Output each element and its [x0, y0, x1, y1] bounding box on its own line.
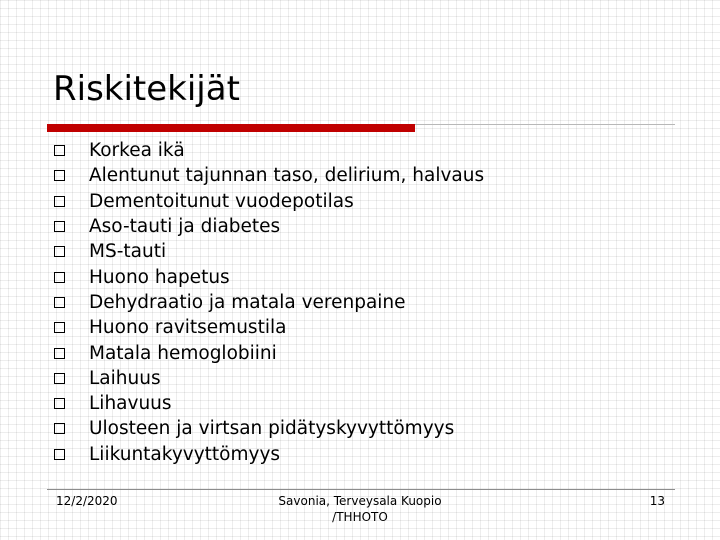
bullet-text: Liikuntakyvyttömyys: [89, 443, 281, 465]
bullet-text: Matala hemoglobiini: [89, 342, 277, 364]
bullet-item: [52, 163, 484, 188]
bullet-square-icon: [54, 170, 65, 181]
bullet-square-icon: [54, 272, 65, 283]
bullet-item: [52, 366, 484, 391]
bullet-square-icon: [54, 221, 65, 232]
bullet-text: Korkea ikä: [89, 140, 185, 162]
bullet-text: Ulosteen ja virtsan pidätyskyvyttömyys: [89, 418, 455, 440]
footer-source-line2: /THHOTO: [332, 509, 388, 524]
bullet-text: MS-tauti: [89, 241, 167, 263]
title-accent-bar: [47, 124, 415, 132]
bullet-item: [52, 189, 484, 214]
bullet-square-icon: [54, 297, 65, 308]
bullet-item: [52, 416, 484, 441]
bullet-item: [52, 239, 484, 264]
bullet-square-icon: [54, 196, 65, 207]
footer-source-line1: Savonia, Terveysala Kuopio: [278, 494, 442, 508]
bullet-square-icon: [54, 423, 65, 434]
bullet-square-icon: [54, 449, 65, 460]
title-rule-line: [415, 124, 675, 125]
bullet-text: Dementoitunut vuodepotilas: [89, 190, 354, 212]
bullet-text: Alentunut tajunnan taso, delirium, halvaus: [89, 165, 485, 187]
bullet-item: [52, 340, 484, 365]
bullet-item: [52, 138, 484, 163]
bullet-item: [52, 442, 484, 467]
footer-divider: [47, 489, 675, 490]
bullet-text: Lihavuus: [89, 393, 172, 415]
bullet-text: Aso-tauti ja diabetes: [89, 216, 281, 238]
bullet-text: Huono ravitsemustila: [89, 317, 287, 339]
bullet-square-icon: [54, 246, 65, 257]
bullet-item: [52, 214, 484, 239]
page-number: 13: [649, 494, 665, 508]
bullet-item: [52, 315, 484, 340]
bullet-text: Laihuus: [89, 367, 161, 389]
bullet-item: [52, 290, 484, 315]
bullet-item: [52, 264, 484, 289]
bullet-square-icon: [54, 373, 65, 384]
footer-source: [260, 494, 460, 525]
bullet-text: Huono hapetus: [89, 266, 230, 288]
bullet-text: Dehydraatio ja matala verenpaine: [89, 291, 406, 313]
bullet-square-icon: [54, 398, 65, 409]
footer-date: 12/2/2020: [56, 494, 118, 508]
slide-title: Riskitekijät: [53, 69, 240, 109]
bullet-square-icon: [54, 348, 65, 359]
bullet-square-icon: [54, 322, 65, 333]
bullet-item: [52, 391, 484, 416]
bullet-square-icon: [54, 145, 65, 156]
bullet-list: [52, 138, 484, 467]
